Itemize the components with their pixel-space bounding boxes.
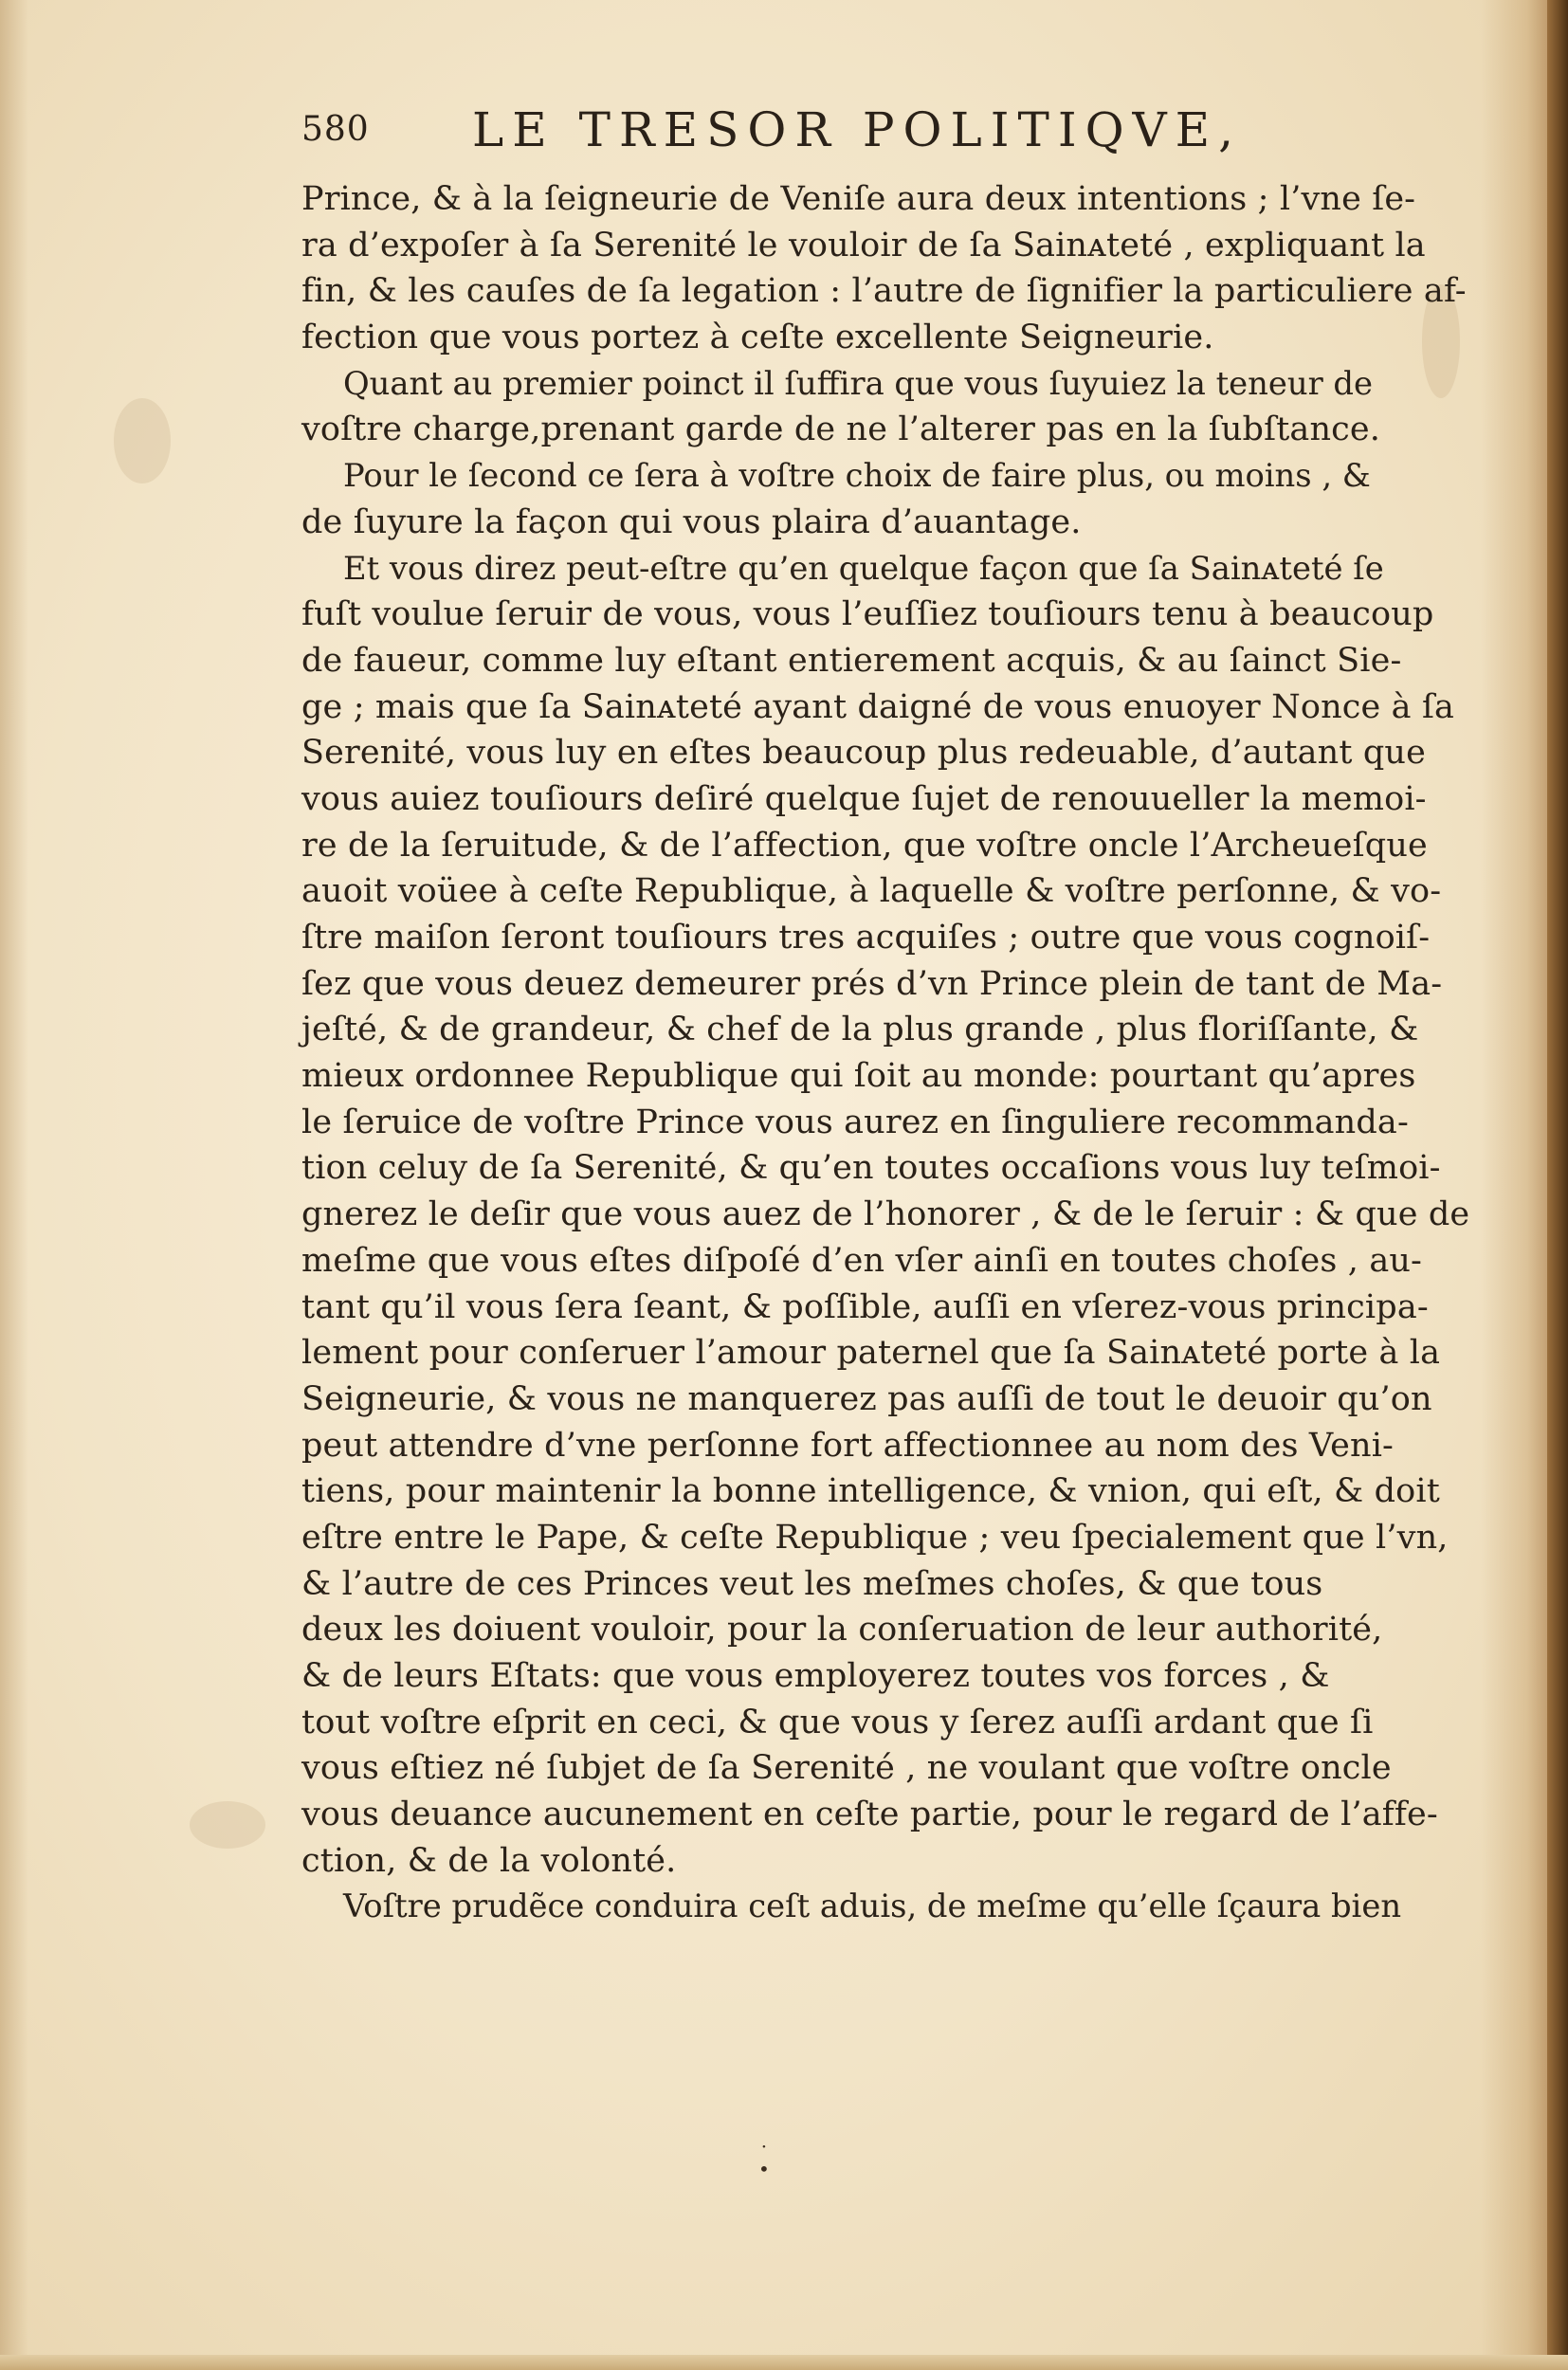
text-line: de ſuyure la façon qui vous plaira d’auantage. bbox=[301, 502, 1082, 541]
text-line: ſtre maiſon ſeront touſiours tres acquiſes ; outre que vous cognoiſ- bbox=[301, 919, 1431, 957]
text-line: ge ; mais que ſa Sainᴀteté ayant daigné de vous enuoyer Nonce à ſa bbox=[301, 687, 1455, 726]
scan-border-bottom bbox=[0, 2355, 1568, 2370]
text-line: auoit voüee à ceſte Republique, à laquelle & voſtre perſonne, & vo- bbox=[301, 872, 1442, 911]
paper-stain bbox=[114, 398, 171, 483]
text-line: Seigneurie, & vous ne manquerez pas auſſi de tout le deuoir qu’on bbox=[301, 1379, 1432, 1418]
text-line: & l’autre de ces Princes veut les meſmes choſes, & que tous bbox=[301, 1564, 1323, 1603]
text-line: fuſt voulue ſeruir de vous, vous l’euſſiez touſiours tenu à beaucoup bbox=[301, 595, 1434, 634]
page-number: 580 bbox=[301, 110, 370, 149]
text-line: ction, & de la volonté. bbox=[301, 1841, 677, 1880]
paragraph-first-line: Pour le ſecond ce ſera à voſtre choix de faire plus, ou moins , & bbox=[343, 457, 1371, 495]
paragraph-first-line: Quant au premier poinct il ſuffira que vous ſuyuiez la teneur de bbox=[343, 364, 1374, 402]
body-text bbox=[301, 176, 1477, 1930]
text-line: ſez que vous deuez demeurer prés d’vn Prince plein de tant de Ma- bbox=[301, 964, 1443, 1003]
text-line: tout voſtre eſprit en ceci, & que vous y ſerez auſſi ardant que ſi bbox=[301, 1703, 1374, 1741]
paper-stain bbox=[190, 1801, 265, 1849]
text-line: le ſeruice de voſtre Prince vous aurez en ſinguliere recommanda- bbox=[301, 1103, 1409, 1141]
text-line: tant qu’il vous ſera ſeant, & poſſible, auſſi en vſerez-vous principa- bbox=[301, 1287, 1429, 1326]
text-line: vous auiez touſiours deſiré quelque ſujet de renouueller la memoi- bbox=[301, 779, 1427, 818]
text-line: tiens, pour maintenir la bonne intelligence, & vnion, qui eſt, & doit bbox=[301, 1472, 1440, 1511]
text-line: & de leurs Eſtats: que vous employerez toutes vos forces , & bbox=[301, 1657, 1330, 1695]
page-header bbox=[301, 102, 1287, 169]
text-line: eſtre entre le Pape, & ceſte Republique ; veu ſpecialement que l’vn, bbox=[301, 1518, 1449, 1557]
text-line: meſme que vous eſtes diſpoſé d’en vſer ainſi en toutes choſes , au- bbox=[301, 1241, 1423, 1280]
paragraph-first-line: Voſtre prudẽce conduira ceſt aduis, de meſme qu’elle ſçaura bien bbox=[343, 1887, 1402, 1925]
text-line: fin, & les cauſes de ſa legation : l’autre de ſignifier la particuliere af- bbox=[301, 272, 1467, 311]
paragraph-first-line: Et vous direz peut-eſtre qu’en quelque façon que ſa Sainᴀteté ſe bbox=[343, 549, 1384, 587]
text-line: mieux ordonnee Republique qui ſoit au monde: pourtant qu’apres bbox=[301, 1057, 1416, 1096]
text-line: de faueur, comme luy eſtant entierement acquis, & au ſainct Sie- bbox=[301, 641, 1402, 680]
page-left-edge bbox=[0, 0, 28, 2370]
text-line: voſtre charge,prenant garde de ne l’alterer pas en la ſubſtance. bbox=[301, 410, 1381, 449]
text-line: peut attendre d’vne perſonne fort affectionnee au nom des Veni- bbox=[301, 1426, 1395, 1465]
text-line: jeſté, & de grandeur, & chef de la plus grande , plus floriſſante, & bbox=[301, 1011, 1419, 1049]
page-gutter-shadow bbox=[1481, 0, 1547, 2370]
text-line: fection que vous portez à ceſte excellente Seigneurie. bbox=[301, 319, 1214, 357]
scan-border-right bbox=[1547, 0, 1568, 2370]
text-line: deux les doiuent vouloir, pour la conſeruation de leur authorité, bbox=[301, 1611, 1383, 1650]
ink-speck: · • bbox=[758, 2135, 770, 2180]
running-title: LE TRESOR POLITIQVE, bbox=[472, 102, 1243, 157]
text-line: tion celuy de ſa Serenité, & qu’en toutes occaſions vous luy teſmoi- bbox=[301, 1149, 1441, 1188]
text-line: lement pour conſeruer l’amour paternel que ſa Sainᴀteté porte à la bbox=[301, 1334, 1441, 1373]
text-line: gnerez le deſir que vous auez de l’honorer , & de le ſeruir : & que de bbox=[301, 1195, 1470, 1234]
text-line: re de la ſeruitude, & de l’affection, que voſtre oncle l’Archeueſque bbox=[301, 826, 1428, 865]
text-line: Prince, & à la ſeigneurie de Veniſe aura deux intentions ; l’vne ſe- bbox=[301, 180, 1416, 218]
text-line: vous eſtiez né ſubjet de ſa Serenité , ne voulant que voſtre oncle bbox=[301, 1749, 1392, 1788]
text-line: Serenité, vous luy en eſtes beaucoup plus redeuable, d’autant que bbox=[301, 734, 1426, 773]
text-line: ra d’expoſer à ſa Serenité le vouloir de ſa Sainᴀteté , expliquant la bbox=[301, 226, 1426, 264]
text-line: vous deuance aucunement en ceſte partie, pour le regard de l’affe- bbox=[301, 1796, 1438, 1834]
